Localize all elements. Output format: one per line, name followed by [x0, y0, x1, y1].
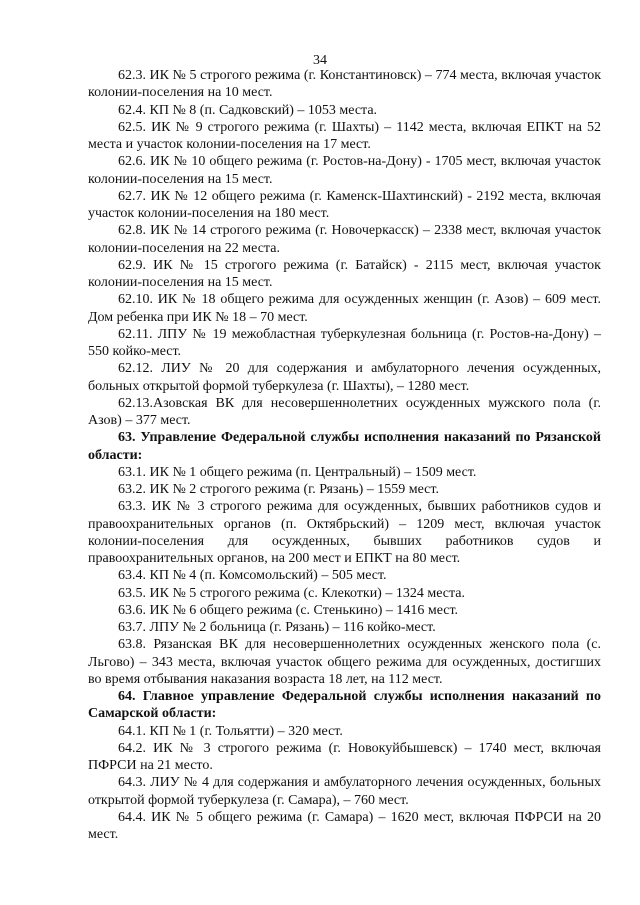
list-item: 62.6. ИК № 10 общего режима (г. Ростов-на-Дону) - 1705 мест, включая участок колонии-поселения на 15 мест.: [88, 154, 601, 187]
document-body: [88, 67, 601, 843]
list-item: 62.10. ИК № 18 общего режима для осужденных женщин (г. Азов) – 609 мест. Дом ребенка при ИК № 18 – 70 мест.: [88, 292, 601, 325]
list-item: 62.3. ИК № 5 строгого режима (г. Константиновск) – 774 места, включая участок колонии-поселения на 10 мест.: [88, 68, 601, 101]
section-heading: 64. Главное управление Федеральной службы исполнения наказаний по Самарской области:: [88, 689, 601, 722]
list-item: 63.4. КП № 4 (п. Комсомольский) – 505 мест.: [118, 568, 387, 584]
list-item: 64.4. ИК № 5 общего режима (г. Самара) – 1620 мест, включая ПФРСИ на 20 мест.: [88, 809, 601, 842]
list-item: 63.7. ЛПУ № 2 больница (г. Рязань) – 116 койко-мест.: [118, 620, 436, 635]
list-item: 62.12. ЛИУ № 20 для содержания и амбулаторного лечения осужденных, больных открытой формой туберкулеза (г. Шахты), – 1280 мест.: [88, 361, 601, 394]
list-item: 63.8. Рязанская ВК для несовершеннолетних осужденных женского пола (с. Льгово) – 343 места, включая участок общего режима для осужденных, достигших во время отбывания наказания возраста 18 лет, на 112 мест.: [88, 637, 601, 687]
list-item: 63.1. ИК № 1 общего режима (п. Центральный) – 1509 мест.: [118, 464, 477, 480]
list-item: 62.8. ИК № 14 строгого режима (г. Новочеркасск) – 2338 мест, включая участок колонии-поселения на 22 места.: [88, 223, 601, 256]
list-item: 64.3. ЛИУ № 4 для содержания и амбулаторного лечения осужденных, больных открытой формой туберкулеза (г. Самара), – 760 мест.: [88, 775, 601, 808]
list-item: 64.1. КП № 1 (г. Тольятти) – 320 мест.: [118, 723, 343, 739]
list-item: 62.9. ИК № 15 строгого режима (г. Батайск) - 2115 мест, включая участок колонии-поселения на 15 мест.: [88, 257, 601, 290]
section-heading: 63. Управление Федеральной службы исполнения наказаний по Рязанской области:: [88, 430, 601, 463]
list-item: 63.3. ИК № 3 строгого режима для осужденных, бывших работников судов и правоохранительных органов (п. Октябрьский) – 1209 мест, включая участок колонии-поселения для осужденных, бывших работников судов и правоохранительных органов, на 200 мест и ЕПКТ на 80 мест.: [88, 499, 601, 566]
list-item: 62.11. ЛПУ № 19 межобластная туберкулезная больница (г. Ростов-на-Дону) – 550 койко-мест.: [88, 326, 601, 359]
list-item: 63.2. ИК № 2 строгого режима (г. Рязань) – 1559 мест.: [118, 482, 439, 497]
list-item: 62.13.Азовская ВК для несовершеннолетних осужденных мужского пола (г. Азов) – 377 мест.: [88, 395, 601, 428]
list-item: 62.7. ИК № 12 общего режима (г. Каменск-Шахтинский) - 2192 места, включая участок колонии-поселения на 180 мест.: [88, 188, 601, 221]
list-item: 63.6. ИК № 6 общего режима (с. Стенькино) – 1416 мест.: [118, 602, 459, 618]
page-number: 34: [313, 53, 327, 68]
list-item: 62.5. ИК № 9 строгого режима (г. Шахты) – 1142 места, включая ЕПКТ на 52 места и участок колонии-поселения на 17 мест.: [88, 119, 601, 152]
list-item: 63.5. ИК № 5 строгого режима (с. Клекотки) – 1324 места.: [118, 585, 465, 601]
list-item: 64.2. ИК № 3 строгого режима (г. Новокуйбышевск) – 1740 мест, включая ПФРСИ на 21 место.: [88, 740, 601, 773]
list-item: 62.4. КП № 8 (п. Садковский) – 1053 места.: [118, 102, 378, 118]
